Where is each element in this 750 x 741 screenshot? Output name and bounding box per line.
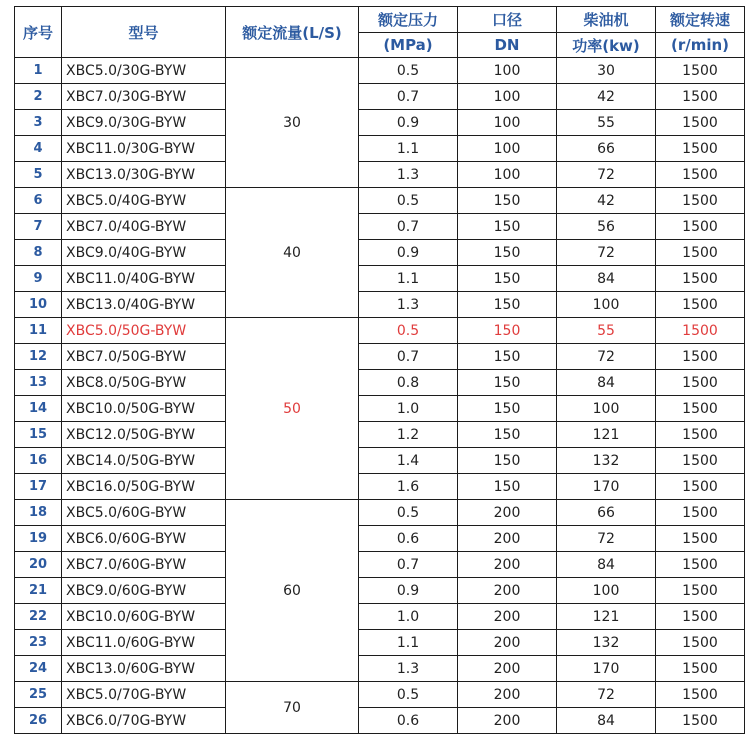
cell-model: XBC7.0/60G-BYW	[62, 552, 226, 578]
cell-model: XBC5.0/30G-BYW	[62, 58, 226, 84]
table-row	[15, 396, 745, 422]
cell-speed: 1500	[656, 188, 745, 214]
cell-model: XBC11.0/40G-BYW	[62, 266, 226, 292]
cell-no: 23	[15, 630, 62, 656]
cell-speed: 1500	[656, 422, 745, 448]
cell-model: XBC9.0/30G-BYW	[62, 110, 226, 136]
cell-speed: 1500	[656, 578, 745, 604]
cell-model: XBC5.0/70G-BYW	[62, 682, 226, 708]
cell-speed: 1500	[656, 708, 745, 734]
cell-flow: 50	[226, 318, 359, 500]
header-pressure-unit: (MPa)	[359, 33, 458, 58]
cell-power: 100	[557, 396, 656, 422]
cell-model: XBC13.0/60G-BYW	[62, 656, 226, 682]
cell-model: XBC10.0/60G-BYW	[62, 604, 226, 630]
cell-speed: 1500	[656, 500, 745, 526]
cell-pressure: 0.6	[359, 708, 458, 734]
table-row	[15, 578, 745, 604]
table-row	[15, 214, 745, 240]
cell-pressure: 0.5	[359, 188, 458, 214]
header-diesel: 柴油机	[557, 7, 656, 33]
cell-power: 42	[557, 188, 656, 214]
cell-dn: 200	[458, 552, 557, 578]
cell-no: 24	[15, 656, 62, 682]
cell-power: 121	[557, 422, 656, 448]
cell-no: 5	[15, 162, 62, 188]
cell-pressure: 1.0	[359, 604, 458, 630]
table-row	[15, 682, 745, 708]
cell-pressure: 1.1	[359, 630, 458, 656]
header-model: 型号	[62, 7, 226, 58]
cell-dn: 200	[458, 682, 557, 708]
cell-speed: 1500	[656, 370, 745, 396]
cell-power: 84	[557, 370, 656, 396]
cell-speed: 1500	[656, 266, 745, 292]
cell-dn: 100	[458, 110, 557, 136]
cell-dn: 150	[458, 448, 557, 474]
cell-flow: 40	[226, 188, 359, 318]
table-row	[15, 448, 745, 474]
cell-speed: 1500	[656, 604, 745, 630]
cell-pressure: 0.9	[359, 110, 458, 136]
cell-model: XBC13.0/40G-BYW	[62, 292, 226, 318]
cell-no: 3	[15, 110, 62, 136]
cell-pressure: 0.5	[359, 500, 458, 526]
cell-power: 132	[557, 448, 656, 474]
cell-power: 84	[557, 552, 656, 578]
cell-no: 25	[15, 682, 62, 708]
cell-pressure: 1.3	[359, 292, 458, 318]
table-row	[15, 474, 745, 500]
cell-speed: 1500	[656, 162, 745, 188]
cell-power: 56	[557, 214, 656, 240]
table-row	[15, 552, 745, 578]
cell-pressure: 0.7	[359, 214, 458, 240]
cell-power: 100	[557, 578, 656, 604]
table-row	[15, 162, 745, 188]
cell-no: 15	[15, 422, 62, 448]
table-row	[15, 344, 745, 370]
cell-dn: 150	[458, 318, 557, 344]
cell-flow: 70	[226, 682, 359, 734]
cell-power: 66	[557, 500, 656, 526]
cell-pressure: 0.7	[359, 552, 458, 578]
table-row	[15, 240, 745, 266]
cell-power: 121	[557, 604, 656, 630]
table-row	[15, 136, 745, 162]
cell-model: XBC5.0/40G-BYW	[62, 188, 226, 214]
cell-speed: 1500	[656, 396, 745, 422]
table-header	[15, 7, 745, 58]
cell-no: 1	[15, 58, 62, 84]
cell-model: XBC5.0/50G-BYW	[62, 318, 226, 344]
cell-pressure: 0.6	[359, 526, 458, 552]
cell-power: 30	[557, 58, 656, 84]
cell-dn: 100	[458, 136, 557, 162]
cell-model: XBC6.0/60G-BYW	[62, 526, 226, 552]
cell-pressure: 1.3	[359, 656, 458, 682]
cell-model: XBC13.0/30G-BYW	[62, 162, 226, 188]
cell-power: 84	[557, 266, 656, 292]
cell-model: XBC9.0/40G-BYW	[62, 240, 226, 266]
header-flow: 额定流量(L/S)	[226, 7, 359, 58]
cell-dn: 150	[458, 240, 557, 266]
header-speed: 额定转速	[656, 7, 745, 33]
cell-model: XBC12.0/50G-BYW	[62, 422, 226, 448]
cell-model: XBC14.0/50G-BYW	[62, 448, 226, 474]
cell-model: XBC7.0/30G-BYW	[62, 84, 226, 110]
cell-no: 21	[15, 578, 62, 604]
cell-model: XBC16.0/50G-BYW	[62, 474, 226, 500]
cell-dn: 150	[458, 422, 557, 448]
cell-dn: 100	[458, 162, 557, 188]
cell-no: 20	[15, 552, 62, 578]
cell-pressure: 1.2	[359, 422, 458, 448]
table-row	[15, 604, 745, 630]
cell-power: 66	[557, 136, 656, 162]
cell-dn: 150	[458, 188, 557, 214]
cell-model: XBC6.0/70G-BYW	[62, 708, 226, 734]
cell-dn: 200	[458, 656, 557, 682]
cell-speed: 1500	[656, 552, 745, 578]
cell-dn: 150	[458, 396, 557, 422]
cell-model: XBC5.0/60G-BYW	[62, 500, 226, 526]
cell-power: 84	[557, 708, 656, 734]
table-row	[15, 84, 745, 110]
header-pressure: 额定压力	[359, 7, 458, 33]
cell-model: XBC9.0/60G-BYW	[62, 578, 226, 604]
cell-pressure: 1.3	[359, 162, 458, 188]
cell-speed: 1500	[656, 110, 745, 136]
header-caliber-unit: DN	[458, 33, 557, 58]
header-diesel-unit: 功率(kw)	[557, 33, 656, 58]
cell-model: XBC8.0/50G-BYW	[62, 370, 226, 396]
table-row	[15, 500, 745, 526]
cell-pressure: 0.8	[359, 370, 458, 396]
cell-speed: 1500	[656, 474, 745, 500]
cell-dn: 200	[458, 578, 557, 604]
cell-model: XBC7.0/50G-BYW	[62, 344, 226, 370]
table-row	[15, 58, 745, 84]
cell-speed: 1500	[656, 292, 745, 318]
cell-speed: 1500	[656, 448, 745, 474]
cell-power: 72	[557, 682, 656, 708]
cell-pressure: 0.9	[359, 240, 458, 266]
cell-no: 26	[15, 708, 62, 734]
cell-power: 72	[557, 344, 656, 370]
cell-no: 13	[15, 370, 62, 396]
cell-dn: 150	[458, 266, 557, 292]
cell-no: 8	[15, 240, 62, 266]
cell-no: 19	[15, 526, 62, 552]
cell-no: 4	[15, 136, 62, 162]
cell-no: 14	[15, 396, 62, 422]
cell-dn: 200	[458, 500, 557, 526]
cell-no: 18	[15, 500, 62, 526]
cell-speed: 1500	[656, 214, 745, 240]
cell-dn: 200	[458, 630, 557, 656]
cell-speed: 1500	[656, 656, 745, 682]
cell-model: XBC11.0/60G-BYW	[62, 630, 226, 656]
cell-power: 55	[557, 318, 656, 344]
cell-no: 2	[15, 84, 62, 110]
cell-speed: 1500	[656, 58, 745, 84]
cell-dn: 150	[458, 474, 557, 500]
cell-dn: 150	[458, 214, 557, 240]
table-body	[15, 58, 745, 734]
cell-model: XBC7.0/40G-BYW	[62, 214, 226, 240]
spec-table	[14, 6, 745, 734]
cell-pressure: 0.5	[359, 682, 458, 708]
cell-no: 10	[15, 292, 62, 318]
cell-dn: 150	[458, 292, 557, 318]
cell-dn: 200	[458, 708, 557, 734]
table-row	[15, 708, 745, 734]
table-row	[15, 526, 745, 552]
cell-speed: 1500	[656, 526, 745, 552]
cell-no: 16	[15, 448, 62, 474]
cell-pressure: 0.5	[359, 58, 458, 84]
cell-dn: 200	[458, 526, 557, 552]
cell-power: 132	[557, 630, 656, 656]
cell-model: XBC11.0/30G-BYW	[62, 136, 226, 162]
cell-power: 170	[557, 474, 656, 500]
cell-no: 22	[15, 604, 62, 630]
cell-power: 55	[557, 110, 656, 136]
cell-dn: 100	[458, 58, 557, 84]
cell-speed: 1500	[656, 344, 745, 370]
cell-speed: 1500	[656, 84, 745, 110]
table-row	[15, 422, 745, 448]
table-row	[15, 292, 745, 318]
cell-flow: 30	[226, 58, 359, 188]
cell-pressure: 1.0	[359, 396, 458, 422]
cell-power: 72	[557, 162, 656, 188]
cell-pressure: 1.1	[359, 266, 458, 292]
cell-speed: 1500	[656, 136, 745, 162]
cell-no: 9	[15, 266, 62, 292]
cell-dn: 150	[458, 344, 557, 370]
cell-dn: 150	[458, 370, 557, 396]
cell-no: 7	[15, 214, 62, 240]
cell-dn: 200	[458, 604, 557, 630]
table-row	[15, 656, 745, 682]
cell-model: XBC10.0/50G-BYW	[62, 396, 226, 422]
header-no: 序号	[15, 7, 62, 58]
table-row	[15, 188, 745, 214]
table-row	[15, 266, 745, 292]
cell-pressure: 0.7	[359, 84, 458, 110]
table-row	[15, 370, 745, 396]
cell-no: 17	[15, 474, 62, 500]
cell-speed: 1500	[656, 630, 745, 656]
cell-power: 72	[557, 526, 656, 552]
cell-speed: 1500	[656, 682, 745, 708]
table-row	[15, 110, 745, 136]
cell-pressure: 0.7	[359, 344, 458, 370]
cell-pressure: 0.5	[359, 318, 458, 344]
cell-dn: 100	[458, 84, 557, 110]
cell-power: 72	[557, 240, 656, 266]
cell-power: 42	[557, 84, 656, 110]
cell-pressure: 1.1	[359, 136, 458, 162]
cell-no: 11	[15, 318, 62, 344]
cell-no: 12	[15, 344, 62, 370]
table-row	[15, 630, 745, 656]
header-caliber: 口径	[458, 7, 557, 33]
cell-speed: 1500	[656, 318, 745, 344]
cell-flow: 60	[226, 500, 359, 682]
cell-power: 170	[557, 656, 656, 682]
table-row	[15, 318, 745, 344]
cell-power: 100	[557, 292, 656, 318]
cell-no: 6	[15, 188, 62, 214]
cell-pressure: 1.6	[359, 474, 458, 500]
cell-pressure: 1.4	[359, 448, 458, 474]
cell-speed: 1500	[656, 240, 745, 266]
header-speed-unit: (r/min)	[656, 33, 745, 58]
cell-pressure: 0.9	[359, 578, 458, 604]
